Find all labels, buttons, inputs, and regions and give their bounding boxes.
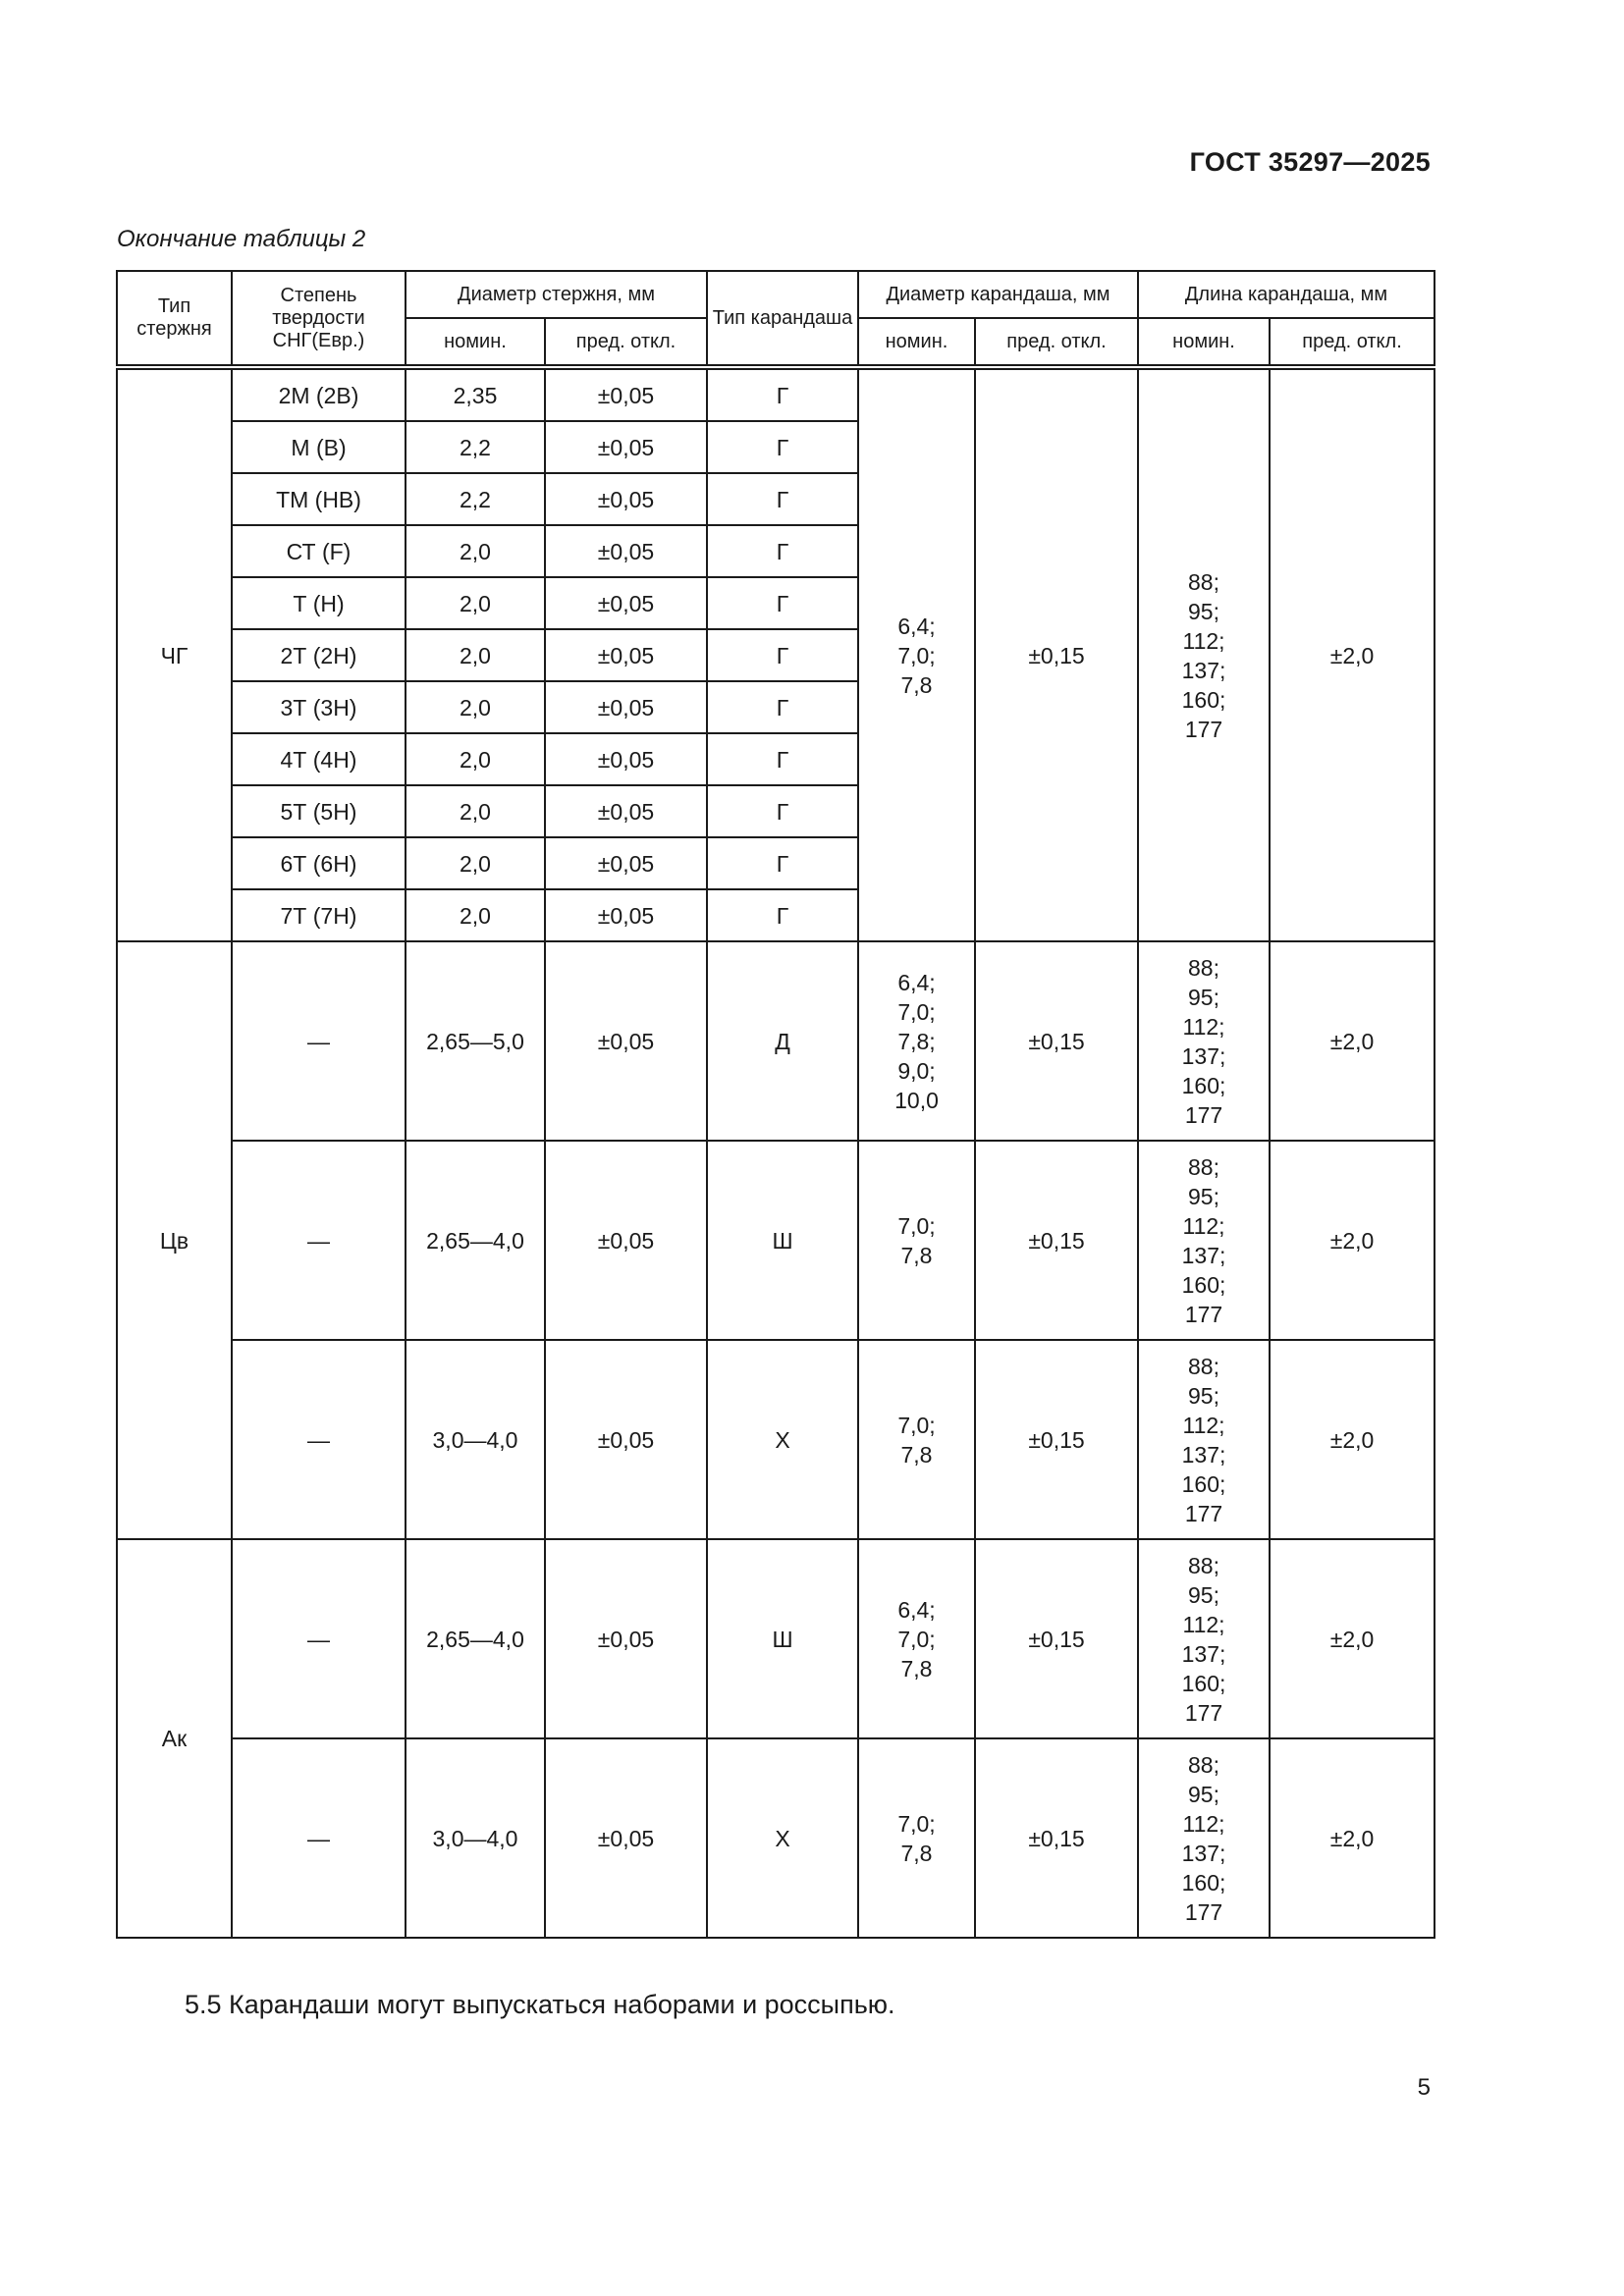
hardness-cell: 3Т (3Н) — [232, 681, 406, 733]
pencil-length-deviation-cell: ±2,0 — [1270, 1738, 1435, 1938]
pencil-type-cell: Г — [707, 629, 858, 681]
hardness-cell: Т (Н) — [232, 577, 406, 629]
pencil-length-deviation-cell: ±2,0 — [1270, 941, 1435, 1141]
hardness-cell: ТМ (НВ) — [232, 473, 406, 525]
pencil-type-cell: Г — [707, 367, 858, 421]
pencil-type-cell: Г — [707, 473, 858, 525]
pencil-diameter-cell: 7,0; 7,8 — [858, 1340, 975, 1539]
rod-deviation-cell: ±0,05 — [545, 681, 707, 733]
header-hardness: Степень твердости СНГ(Евр.) — [232, 271, 406, 367]
hardness-cell: 6Т (6Н) — [232, 837, 406, 889]
rod-nominal-cell: 2,0 — [406, 889, 545, 941]
hardness-cell: М (В) — [232, 421, 406, 473]
rod-nominal-cell: 2,0 — [406, 733, 545, 785]
pencil-diameter-deviation-cell: ±0,15 — [975, 1141, 1138, 1340]
header-rod-diameter: Диаметр стержня, мм — [406, 271, 707, 318]
pencil-length-cell: 88; 95; 112; 137; 160; 177 — [1138, 941, 1270, 1141]
specification-table — [116, 270, 1435, 1939]
pencil-type-cell: Х — [707, 1738, 858, 1938]
hardness-cell: 2Т (2Н) — [232, 629, 406, 681]
rod-nominal-cell: 2,0 — [406, 629, 545, 681]
table-row — [117, 1340, 1435, 1539]
hardness-cell: — — [232, 1539, 406, 1738]
rod-type-cell: Ак — [117, 1539, 232, 1938]
hardness-cell: 4Т (4Н) — [232, 733, 406, 785]
header-pencil-length: Длина карандаша, мм — [1138, 271, 1435, 318]
page-number: 5 — [1417, 2074, 1431, 2101]
rod-deviation-cell: ±0,05 — [545, 1141, 707, 1340]
pencil-type-cell: Д — [707, 941, 858, 1141]
hardness-cell: 5Т (5Н) — [232, 785, 406, 837]
rod-deviation-cell: ±0,05 — [545, 837, 707, 889]
pencil-diameter-cell: 7,0; 7,8 — [858, 1738, 975, 1938]
rod-nominal-cell: 2,2 — [406, 473, 545, 525]
rod-deviation-cell: ±0,05 — [545, 629, 707, 681]
pencil-type-cell: Ш — [707, 1141, 858, 1340]
rod-nominal-cell: 2,35 — [406, 367, 545, 421]
hardness-cell: — — [232, 1738, 406, 1938]
table-row — [117, 1738, 1435, 1938]
pencil-type-cell: Г — [707, 421, 858, 473]
pencil-diameter-deviation-cell: ±0,15 — [975, 1539, 1138, 1738]
rod-deviation-cell: ±0,05 — [545, 785, 707, 837]
rod-type-cell: Цв — [117, 941, 232, 1539]
hardness-cell: 7Т (7Н) — [232, 889, 406, 941]
pencil-diameter-cell: 6,4; 7,0; 7,8 — [858, 1539, 975, 1738]
table-row — [117, 1539, 1435, 1738]
pencil-length-deviation-cell: ±2,0 — [1270, 1539, 1435, 1738]
header-pencil-diameter: Диаметр карандаша, мм — [858, 271, 1138, 318]
pencil-length-cell: 88; 95; 112; 137; 160; 177 — [1138, 1539, 1270, 1738]
pencil-length-deviation-cell: ±2,0 — [1270, 367, 1435, 941]
header-pencil-length-nominal: номин. — [1138, 318, 1270, 367]
rod-nominal-cell: 2,65—4,0 — [406, 1141, 545, 1340]
rod-nominal-cell: 2,0 — [406, 577, 545, 629]
header-pencil-type: Тип карандаша — [707, 271, 858, 367]
pencil-length-deviation-cell: ±2,0 — [1270, 1141, 1435, 1340]
pencil-type-cell: Г — [707, 889, 858, 941]
pencil-diameter-deviation-cell: ±0,15 — [975, 941, 1138, 1141]
rod-deviation-cell: ±0,05 — [545, 941, 707, 1141]
pencil-diameter-cell: 7,0; 7,8 — [858, 1141, 975, 1340]
pencil-type-cell: Г — [707, 525, 858, 577]
rod-deviation-cell: ±0,05 — [545, 889, 707, 941]
pencil-diameter-cell: 6,4; 7,0; 7,8 — [858, 367, 975, 941]
header-pencil-diameter-deviation: пред. откл. — [975, 318, 1138, 367]
pencil-type-cell: Г — [707, 681, 858, 733]
rod-nominal-cell: 3,0—4,0 — [406, 1738, 545, 1938]
rod-nominal-cell: 2,2 — [406, 421, 545, 473]
rod-deviation-cell: ±0,05 — [545, 473, 707, 525]
rod-deviation-cell: ±0,05 — [545, 367, 707, 421]
pencil-diameter-deviation-cell: ±0,15 — [975, 367, 1138, 941]
pencil-length-cell: 88; 95; 112; 137; 160; 177 — [1138, 367, 1270, 941]
rod-deviation-cell: ±0,05 — [545, 577, 707, 629]
header-rod-nominal: номин. — [406, 318, 545, 367]
document-number: ГОСТ 35297—2025 — [1189, 147, 1431, 177]
rod-nominal-cell: 2,0 — [406, 785, 545, 837]
pencil-type-cell: Г — [707, 785, 858, 837]
pencil-diameter-deviation-cell: ±0,15 — [975, 1340, 1138, 1539]
pencil-length-cell: 88; 95; 112; 137; 160; 177 — [1138, 1738, 1270, 1938]
rod-nominal-cell: 3,0—4,0 — [406, 1340, 545, 1539]
pencil-diameter-deviation-cell: ±0,15 — [975, 1738, 1138, 1938]
table-row — [117, 941, 1435, 1141]
header-rod-deviation: пред. откл. — [545, 318, 707, 367]
rod-nominal-cell: 2,0 — [406, 837, 545, 889]
clause-note: 5.5 Карандаши могут выпускаться наборами и россыпью. — [185, 1990, 895, 2019]
rod-type-cell: ЧГ — [117, 367, 232, 941]
pencil-length-deviation-cell: ±2,0 — [1270, 1340, 1435, 1539]
table-row — [117, 1141, 1435, 1340]
rod-deviation-cell: ±0,05 — [545, 1738, 707, 1938]
rod-deviation-cell: ±0,05 — [545, 525, 707, 577]
header-pencil-length-deviation: пред. откл. — [1270, 318, 1435, 367]
rod-deviation-cell: ±0,05 — [545, 1340, 707, 1539]
rod-nominal-cell: 2,65—4,0 — [406, 1539, 545, 1738]
pencil-length-cell: 88; 95; 112; 137; 160; 177 — [1138, 1141, 1270, 1340]
header-pencil-diameter-nominal: номин. — [858, 318, 975, 367]
pencil-type-cell: Х — [707, 1340, 858, 1539]
rod-nominal-cell: 2,0 — [406, 681, 545, 733]
pencil-length-cell: 88; 95; 112; 137; 160; 177 — [1138, 1340, 1270, 1539]
table-row — [117, 367, 1435, 421]
rod-nominal-cell: 2,65—5,0 — [406, 941, 545, 1141]
rod-nominal-cell: 2,0 — [406, 525, 545, 577]
hardness-cell: 2М (2В) — [232, 367, 406, 421]
header-rod-type: Тип стержня — [117, 271, 232, 367]
hardness-cell: — — [232, 1340, 406, 1539]
hardness-cell: — — [232, 941, 406, 1141]
hardness-cell: — — [232, 1141, 406, 1340]
hardness-cell: СТ (F) — [232, 525, 406, 577]
table-caption: Окончание таблицы 2 — [117, 226, 366, 252]
rod-deviation-cell: ±0,05 — [545, 421, 707, 473]
pencil-type-cell: Г — [707, 733, 858, 785]
pencil-type-cell: Г — [707, 577, 858, 629]
rod-deviation-cell: ±0,05 — [545, 733, 707, 785]
rod-deviation-cell: ±0,05 — [545, 1539, 707, 1738]
pencil-type-cell: Г — [707, 837, 858, 889]
pencil-diameter-cell: 6,4; 7,0; 7,8; 9,0; 10,0 — [858, 941, 975, 1141]
pencil-type-cell: Ш — [707, 1539, 858, 1738]
